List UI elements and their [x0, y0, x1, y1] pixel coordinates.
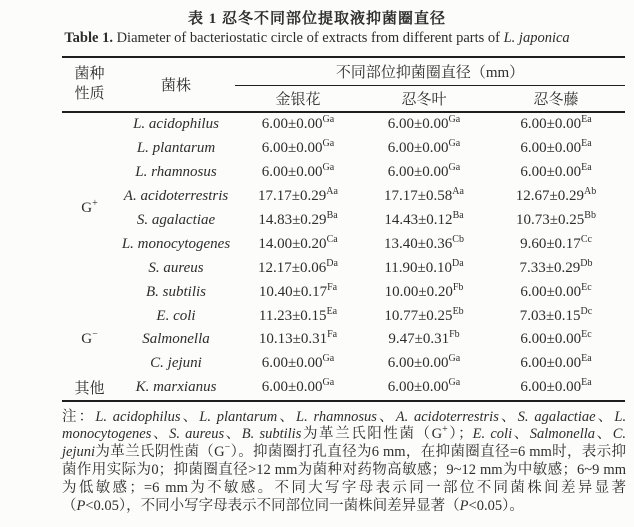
- value-superscript: Ba: [452, 210, 464, 221]
- value-superscript: Ba: [326, 210, 338, 221]
- header-diameter-group: 不同部位抑菌圈直径（mm）: [235, 57, 625, 86]
- value-cell: $6.00\pm 0.00^{Ea}$: [520, 377, 592, 396]
- value-superscript: Ga: [322, 377, 335, 389]
- table-row: [62, 376, 625, 401]
- species-cell: [117, 232, 235, 256]
- note-species-name: B. subtilis: [241, 426, 302, 443]
- note-text: 、: [498, 408, 518, 425]
- value-superscript: Ca: [326, 233, 338, 245]
- species-cell: [117, 161, 235, 185]
- species-name: S. agalactiae: [136, 212, 216, 228]
- group-cell: 其他: [74, 381, 105, 398]
- value-superscript: Ec: [581, 329, 592, 341]
- species-name: C. jejuni: [150, 355, 202, 372]
- value-superscript: Eb: [452, 305, 464, 317]
- value-superscript: Ec: [581, 281, 592, 293]
- value-superscript: Ga: [322, 162, 335, 174]
- value-cell: $10.77\pm 0.25^{Eb}$: [384, 305, 464, 324]
- note-species-name: S. agalactiae: [517, 408, 596, 425]
- header-species-property-line1: 菌种: [74, 66, 105, 82]
- table-row: [62, 352, 625, 376]
- note-text: 为革兰氏阴性菌（G: [95, 444, 225, 461]
- table-row: [62, 185, 625, 209]
- species-cell: [117, 328, 235, 352]
- value-cell: $6.00\pm 0.00^{Ga}$: [387, 162, 461, 181]
- value-superscript: Ga: [448, 114, 461, 126]
- value-superscript: Ea: [326, 305, 338, 317]
- value-superscript: Ea: [581, 138, 592, 150]
- value-cell: $6.00\pm 0.00^{Ea}$: [520, 353, 592, 372]
- value-superscript: Da: [452, 257, 464, 269]
- value-superscript: Ea: [581, 162, 592, 174]
- value-superscript: Ga: [322, 138, 335, 150]
- value-cell: $13.40\pm 0.36^{Cb}$: [384, 233, 464, 252]
- value-cell: $10.00\pm 0.20^{Fb}$: [384, 281, 464, 300]
- header-row-1: [62, 57, 625, 86]
- value-superscript: Fb: [452, 281, 464, 293]
- value-cell: $14.43\pm 0.12^{Ba}$: [384, 210, 464, 228]
- species-name: L. plantarum: [136, 140, 216, 157]
- table-row: [62, 161, 625, 185]
- header-species-property-line2: 性质: [74, 85, 105, 102]
- value-superscript: Ga: [322, 114, 335, 126]
- table-row: [62, 232, 625, 256]
- value-superscript: Cb: [452, 233, 464, 245]
- note-text: 、: [512, 426, 530, 443]
- species-cell: [117, 112, 235, 137]
- table-row: [62, 137, 625, 161]
- species-name: S. aureus: [148, 259, 204, 276]
- value-cell: $12.17\pm 0.06^{Da}$: [258, 257, 338, 276]
- species-cell: [117, 304, 235, 328]
- value-superscript: Ga: [448, 377, 461, 389]
- note-text: ）；: [447, 426, 473, 443]
- species-cell: [117, 256, 235, 280]
- note-species-name: C. jejuni: [62, 426, 626, 461]
- value-cell: $10.73\pm 0.25^{Bb}$: [516, 210, 596, 228]
- value-cell: $7.03\pm 0.15^{Dc}$: [519, 305, 593, 324]
- value-superscript: Ga: [322, 353, 335, 365]
- value-cell: $10.13\pm 0.31^{Fa}$: [258, 329, 338, 348]
- value-cell: $10.40\pm 0.17^{Fa}$: [258, 281, 338, 300]
- note-text: 为革兰氏阳性菌（G: [301, 426, 443, 443]
- value-superscript: Ea: [581, 353, 592, 365]
- species-name: L. acidophilus: [133, 116, 219, 133]
- species-name: Salmonella: [142, 331, 210, 348]
- note-text: 注：: [62, 408, 96, 425]
- species-cell: [117, 280, 235, 304]
- value-cell: $11.90\pm 0.10^{Da}$: [384, 257, 464, 276]
- note-text: +: [442, 424, 448, 436]
- note-text: <0.05），不同小写字母表示不同部位同一菌株间差异显著（: [85, 497, 460, 514]
- species-name: L. rhamnosus: [135, 164, 217, 181]
- value-superscript: Da: [326, 257, 338, 269]
- value-superscript: Fa: [327, 281, 338, 293]
- value-cell: $14.83\pm 0.29^{Ba}$: [258, 210, 338, 228]
- value-superscript: Fb: [449, 329, 460, 341]
- table-row: [62, 304, 625, 328]
- note-text: 、: [224, 426, 242, 443]
- header-species-property: [62, 57, 117, 112]
- value-superscript: Ea: [581, 377, 592, 389]
- value-cell: $7.33\pm 0.29^{Db}$: [519, 257, 593, 276]
- value-cell: $12.67\pm 0.29^{Ab}$: [515, 186, 597, 205]
- value-cell: $6.00\pm 0.00^{Ea}$: [520, 114, 592, 133]
- table-row: [62, 209, 625, 233]
- value-superscript: Ga: [448, 138, 461, 150]
- value-cell: $9.60\pm 0.17^{Cc}$: [520, 233, 592, 252]
- species-cell: [117, 137, 235, 161]
- note-species-name: P: [459, 497, 469, 514]
- title-en-text: Diameter of bacteriostatic circle of extracts from different parts of: [112, 30, 504, 46]
- value-superscript: Aa: [452, 186, 464, 198]
- value-cell: $6.00\pm 0.00^{Ga}$: [387, 377, 461, 396]
- value-superscript: Fa: [327, 329, 338, 341]
- value-cell: $6.00\pm 0.00^{Ga}$: [387, 114, 461, 133]
- value-cell: $11.23\pm 0.15^{Ea}$: [258, 305, 338, 324]
- value-cell: $6.00\pm 0.00^{Ga}$: [261, 353, 335, 372]
- species-cell: [117, 376, 235, 401]
- note-text: <0.05）。: [468, 497, 524, 514]
- note-text: 、: [277, 408, 297, 425]
- group-cell: G−: [81, 329, 98, 348]
- value-superscript: Bb: [584, 210, 596, 221]
- page-title-zh: [0, 7, 634, 26]
- header-leaf: 忍冬叶: [401, 92, 447, 108]
- value-superscript: Aa: [326, 186, 338, 198]
- value-cell: $6.00\pm 0.00^{Ec}$: [520, 329, 592, 348]
- value-cell: $6.00\pm 0.00^{Ea}$: [520, 138, 592, 157]
- value-cell: $17.17\pm 0.58^{Aa}$: [384, 186, 464, 205]
- table-row: [62, 112, 625, 137]
- note-species-name: S. aureus: [169, 426, 225, 443]
- note-species-name: L. plantarum: [199, 408, 278, 425]
- value-superscript: Ga: [448, 162, 461, 174]
- group-sign: +: [92, 198, 98, 210]
- table-row: [62, 256, 625, 280]
- note-species-name: L. monocytogenes: [62, 408, 627, 443]
- value-superscript: Cc: [580, 233, 592, 245]
- header-vine: 忍冬藤: [533, 92, 579, 108]
- value-cell: $17.17\pm 0.29^{Aa}$: [258, 186, 338, 205]
- title-en-label: Table 1.: [64, 30, 113, 46]
- species-name: B. subtilis: [145, 283, 206, 300]
- species-cell: [117, 352, 235, 376]
- results-table: [62, 56, 625, 402]
- value-cell: $6.00\pm 0.00^{Ga}$: [261, 377, 335, 396]
- note-species-name: Salmonella: [529, 426, 596, 443]
- value-superscript: Dc: [580, 305, 593, 317]
- title-zh-text: 表 1 忍冬不同部位提取液抑菌圈直径: [187, 11, 446, 27]
- note-species-name: L. acidophilus: [95, 408, 181, 425]
- value-superscript: Ab: [584, 186, 597, 198]
- species-name: L. monocytogenes: [121, 235, 231, 252]
- value-superscript: Ea: [581, 114, 592, 126]
- note-text: 、: [151, 426, 170, 443]
- value-cell: $6.00\pm 0.00^{Ga}$: [261, 162, 335, 181]
- note-text: ）。抑菌圈打孔直径为6 mm，在抑菌圈直径=6 mm时，表示抑菌作用实际为0；抑菌圈直径>12 mm为菌种对药物高敏感；9~12 mm为中敏感；6~9 mm为低敏感；=6 mm为不敏感。不同大写字母表示同一部位不同菌株间差异显著（: [62, 444, 626, 514]
- note-text: 、: [595, 408, 615, 425]
- note-species-name: A. acidoterrestris: [395, 408, 499, 425]
- note-species-name: E. coli: [472, 426, 513, 443]
- page-title-en: [0, 30, 634, 49]
- table-row: [62, 328, 625, 352]
- value-cell: $9.47\pm 0.31^{Fb}$: [388, 329, 460, 348]
- note-text: −: [224, 442, 231, 454]
- value-cell: $14.00\pm 0.20^{Ca}$: [258, 233, 338, 252]
- note-species-name: L. rhamnosus: [296, 408, 377, 425]
- value-cell: $6.00\pm 0.00^{Ea}$: [520, 162, 592, 181]
- value-superscript: Db: [580, 257, 593, 269]
- value-cell: $6.00\pm 0.00^{Ga}$: [261, 138, 335, 157]
- note-species-name: P: [76, 497, 86, 514]
- group-cell: G+: [81, 198, 98, 217]
- title-en-species: L. japonica: [503, 30, 570, 46]
- species-cell: [117, 185, 235, 209]
- header-strain: 菌株: [160, 78, 191, 94]
- value-cell: $6.00\pm 0.00^{Ec}$: [520, 281, 592, 300]
- header-flower: 金银花: [275, 92, 321, 108]
- table-body: [62, 112, 625, 401]
- value-cell: $6.00\pm 0.00^{Ga}$: [261, 114, 335, 133]
- species-name: A. acidoterrestris: [123, 188, 229, 205]
- value-cell: $6.00\pm 0.00^{Ga}$: [387, 138, 461, 157]
- value-superscript: Ga: [448, 353, 461, 365]
- species-cell: [117, 209, 235, 233]
- table-head: [62, 57, 625, 112]
- species-name: E. coli: [156, 307, 196, 324]
- table-row: [62, 280, 625, 304]
- note-text: 、: [595, 426, 613, 443]
- group-sign: −: [92, 329, 98, 341]
- note-text: 、: [376, 408, 396, 425]
- species-name: K. marxianus: [135, 379, 217, 396]
- table-footnote: [62, 409, 626, 516]
- value-cell: $6.00\pm 0.00^{Ga}$: [387, 353, 461, 372]
- note-text: 、: [180, 408, 200, 425]
